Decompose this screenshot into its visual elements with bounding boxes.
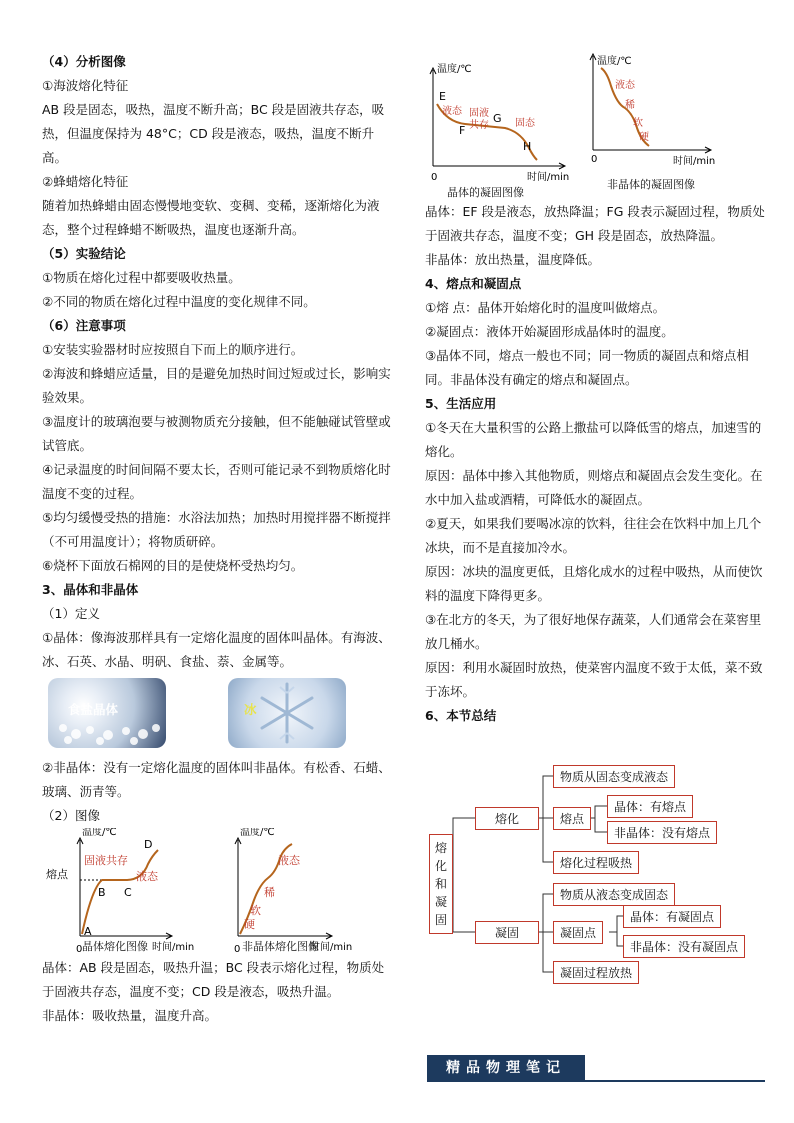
tree-root: 熔化和凝固: [429, 834, 453, 934]
tree-melt-crystal: 晶体：有熔点: [607, 795, 693, 818]
svg-text:软: 软: [633, 118, 643, 129]
brand-underline: [585, 1080, 765, 1082]
paragraph: ⑥烧杯下面放石棉网的目的是使烧杯受热均匀。: [42, 558, 304, 573]
svg-text:0: 0: [591, 154, 598, 165]
svg-text:硬: 硬: [639, 132, 649, 143]
paragraph: ①熔 点：晶体开始熔化时的温度叫做熔点。: [425, 300, 666, 315]
right-column: [425, 52, 765, 728]
y-label: 温度/℃: [82, 828, 117, 838]
svg-text:固液: 固液: [469, 108, 489, 119]
svg-text:温度/℃: 温度/℃: [437, 64, 472, 75]
paragraph: ②海波和蜂蜡应适量，目的是避免加热时间过短或过长，影响实验效果。: [42, 366, 391, 405]
paragraph: 随着加热蜂蜡由固态慢慢地变软、变稠、变稀，逐渐熔化为液态，整个过程蜂蜡不断吸热，温度也逐渐升高。: [42, 198, 380, 237]
svg-text:固态: 固态: [515, 118, 535, 129]
section-5-title: （5）实验结论: [42, 246, 126, 261]
hard-label: 硬: [244, 918, 255, 931]
tree-solid-noncrystal: 非晶体：没有凝固点: [623, 935, 745, 958]
para-title: ①海波熔化特征: [42, 78, 129, 93]
sub-title: （1）定义: [42, 606, 100, 621]
soft-label: 软: [250, 904, 261, 917]
paragraph: 原因：利用水凝固时放热，使菜窖内温度不致于太低，菜不致于冻坏。: [425, 660, 763, 699]
paragraph: ②夏天，如果我们要喝冰凉的饮料，往往会在饮料中加上几个冰块，而不是直接加冷水。: [425, 516, 762, 555]
point-G: G: [493, 112, 502, 125]
solidifying-graphs: [425, 52, 765, 200]
paragraph: ②非晶体：没有一定熔化温度的固体叫非晶体。有松香、石蜡、玻璃、沥青等。: [42, 760, 391, 799]
point-D: D: [144, 838, 153, 851]
section-4-title: （4）分析图像: [42, 54, 126, 69]
x-label: 时间/min: [152, 942, 195, 953]
svg-text:0: 0: [431, 172, 438, 183]
point-H: H: [523, 140, 532, 153]
origin-label: 0: [76, 944, 83, 955]
section-6r-title: 6、本节总结: [425, 708, 497, 723]
paragraph: 原因：晶体中掺入其他物质，则熔点和凝固点会发生变化。在水中加入盐或酒精，可降低水的凝固点。: [425, 468, 763, 507]
tree-melt-heat: 熔化过程吸热: [553, 851, 639, 874]
tree-solid-crystal: 晶体：有凝固点: [623, 905, 721, 928]
paragraph: ③温度计的玻璃泡要与被测物质充分接触，但不能触碰试管壁或试管底。: [42, 414, 391, 453]
tree-melt-def: 物质从固态变成液态: [553, 765, 675, 788]
point-B: B: [98, 886, 106, 899]
tree-melt: 熔化: [475, 807, 539, 830]
paragraph: ①冬天在大量积雪的公路上撒盐可以降低雪的熔点，加速雪的熔化。: [425, 420, 762, 459]
paragraph: ③在北方的冬天，为了很好地保存蔬菜，人们通常会在菜窖里放几桶水。: [425, 612, 762, 651]
salt-crystal-image: [48, 678, 166, 748]
paragraph: 非晶体：放出热量，温度降低。: [425, 252, 601, 267]
caption-crystal-melting: 晶体熔化图像: [82, 940, 148, 953]
svg-text:温度/℃: 温度/℃: [240, 828, 275, 838]
caption-amorph-melting: 非晶体熔化图像: [242, 940, 319, 953]
svg-text:0: 0: [234, 944, 241, 955]
crystal-images: [42, 678, 394, 754]
svg-text:时间/min: 时间/min: [527, 172, 570, 183]
svg-text:时间/min: 时间/min: [673, 156, 716, 167]
brand-banner: 精品物理笔记: [427, 1055, 585, 1082]
tree-melt-point: 熔点: [553, 807, 591, 830]
tree-solidify: 凝固: [475, 921, 539, 944]
point-C: C: [124, 886, 132, 899]
paragraph: ⑤均匀缓慢受热的措施：水浴法加热；加热时用搅拌器不断搅拌（不可用温度计）；将物质研碎。: [42, 510, 391, 549]
para-title: ②蜂蜡熔化特征: [42, 174, 129, 189]
point-F: F: [459, 124, 466, 137]
melting-point-label: 熔点: [46, 868, 68, 881]
left-column: [42, 50, 394, 1028]
tree-melt-noncrystal: 非晶体：没有熔点: [607, 821, 717, 844]
ice-label: 冰: [244, 702, 257, 717]
caption-crystal-solidify: 晶体的凝固图像: [447, 186, 524, 199]
paragraph: ①物质在熔化过程中都要吸收热量。: [42, 270, 241, 285]
svg-text:时间/min: 时间/min: [310, 942, 353, 953]
paragraph: 晶体：AB 段是固态，吸热升温；BC 段表示熔化过程，物质处于固液共存态，温度不变；CD 段是液态，吸热升温。: [42, 960, 385, 999]
svg-text:共存: 共存: [469, 120, 489, 131]
sub-title: （2）图像: [42, 808, 100, 823]
paragraph: ②凝固点：液体开始凝固形成晶体时的温度。: [425, 324, 674, 339]
section-6-title: （6）注意事项: [42, 318, 126, 333]
paragraph: ③晶体不同，熔点一般也不同；同一物质的凝固点和熔点相同。非晶体没有确定的熔点和凝固点。: [425, 348, 749, 387]
svg-text:稀: 稀: [625, 100, 635, 111]
paragraph: ④记录温度的时间间隔不要太长，否则可能记录不到物质熔化时温度不变的过程。: [42, 462, 391, 501]
tree-solid-heat: 凝固过程放热: [553, 961, 639, 984]
tree-solid-def: 物质从液态变成固态: [553, 883, 675, 906]
paragraph: ①晶体：像海波那样具有一定熔化温度的固体叫晶体。有海波、冰、石英、水晶、明矾、食盐、萘、金属等。: [42, 630, 391, 669]
salt-label: 食盐晶体: [68, 702, 119, 717]
point-E: E: [439, 90, 446, 103]
caption-amorph-solidify: 非晶体的凝固图像: [607, 178, 695, 191]
svg-text:液态: 液态: [615, 80, 635, 91]
tree-solid-point: 凝固点: [553, 921, 603, 944]
summary-tree: [425, 760, 765, 990]
solidify-graph-svg: [425, 52, 765, 200]
liquid-label-amorph: 液态: [278, 854, 300, 867]
section-4r-title: 4、熔点和凝固点: [425, 276, 522, 291]
paragraph: 非晶体：吸收热量，温度升高。: [42, 1008, 218, 1023]
crystal-melting-graph: [42, 828, 394, 956]
paragraph: AB 段是固态，吸热，温度不断升高；BC 段是固液共存态，吸热，但温度保持为 48°C；CD 段是液态，吸热，温度不断升高。: [42, 102, 385, 165]
paragraph: 原因：冰块的温度更低，且熔化成水的过程中吸热，从而使饮料的温度下降得更多。: [425, 564, 763, 603]
ice-snowflake-image: [228, 678, 346, 748]
paragraph: ①安装实验器材时应按照自下而上的顺序进行。: [42, 342, 304, 357]
liquid-label: 液态: [136, 870, 158, 883]
section-3-title: 3、晶体和非晶体: [42, 582, 139, 597]
section-5r-title: 5、生活应用: [425, 396, 497, 411]
thin-label: 稀: [264, 886, 275, 899]
melting-graphs: [42, 828, 394, 956]
svg-text:温度/℃: 温度/℃: [597, 56, 632, 67]
point-A: A: [84, 925, 92, 938]
paragraph: ②不同的物质在熔化过程中温度的变化规律不同。: [42, 294, 316, 309]
coexist-label: 固液共存: [84, 854, 128, 867]
paragraph: 晶体：EF 段是液态，放热降温；FG 段表示凝固过程，物质处于固液共存态，温度不变；GH 段是固态，放热降温。: [425, 204, 765, 243]
svg-text:液态: 液态: [442, 106, 462, 117]
